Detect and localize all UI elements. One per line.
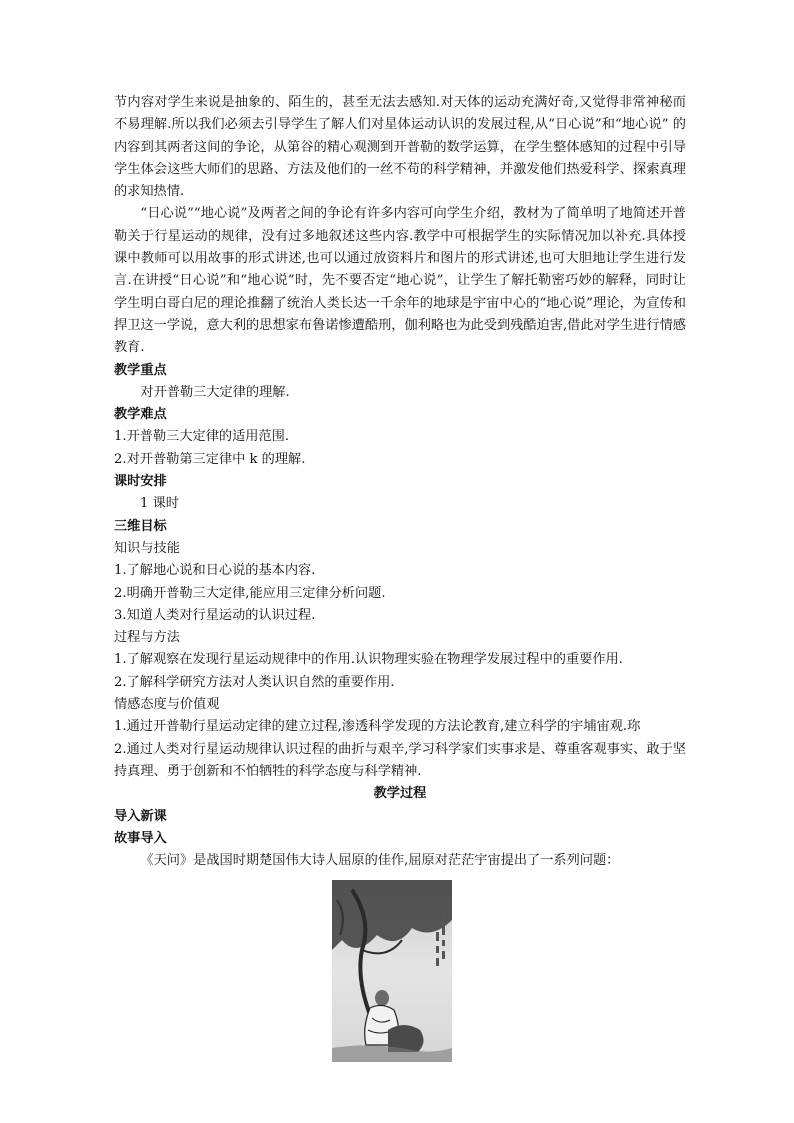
document-page <box>114 92 686 1064</box>
figure-container <box>114 880 686 1064</box>
knowledge-item: 2.明确开普勒三大定律,能应用三定律分析问题. <box>114 585 386 601</box>
key-points-heading: 教学重点 <box>114 362 167 378</box>
qu-yuan-painting-image <box>332 880 452 1062</box>
knowledge-item: 1.了解地心说和日心说的基本内容. <box>114 563 316 579</box>
knowledge-item: 3.知道人类对行星运动的认识过程. <box>114 607 316 623</box>
emotion-heading: 情感态度与价值观 <box>114 697 220 713</box>
intro-paragraph-2: “日心说”“地心说”及两者之间的争论有许多内容可向学生介绍，教材为了简单明了地简述开普勒关于行星运动的规律，没有过多地叙述这些内容.教学中可根据学生的实际情况加以补充.具体授课中教师可以用故事的形式讲述,也可以通过放资料片和图片的形式讲述,也可大胆地让学生进行发言.在讲授“日心说”和“地心说”时，先不要否定“地心说”，让学生了解托勒密巧妙的解释，同时让学生明白哥白尼的理论推翻了统治人类长达一千余年的地球是宇宙中心的“地心说”理论，为宣传和捍卫这一学说，意大利的思想家布鲁诺惨遭酷刑，伽利略也为此受到残酷迫害,借此对学生进行情感教育. <box>114 206 686 356</box>
schedule-text: 1 课时 <box>140 496 179 512</box>
process-title: 教学过程 <box>373 786 427 802</box>
difficulty-item: 1.开普勒三大定律的适用范围. <box>114 429 290 445</box>
story-text: 《天问》是战国时期楚国伟大诗人屈原的佳作,屈原对茫茫宇宙提出了一系列问题： <box>140 853 620 869</box>
difficulties-heading: 教学难点 <box>114 407 167 423</box>
goals-heading: 三维目标 <box>114 518 167 534</box>
process-item: 2.了解科学研究方法对人类认识自然的重要作用. <box>114 674 395 690</box>
process-item: 1.了解观察在发现行星运动规律中的作用.认识物理实验在物理学发展过程中的重要作用. <box>114 652 623 668</box>
schedule-heading: 课时安排 <box>114 474 167 490</box>
key-points-text: 对开普勒三大定律的理解. <box>140 384 290 400</box>
emotion-item: 1.通过开普勒行星运动定律的建立过程,渗透科学发现的方法论教育,建立科学的宇埔宙观.珎 <box>114 719 641 735</box>
process-heading: 过程与方法 <box>114 630 180 646</box>
intro-heading: 导入新课 <box>114 808 167 824</box>
intro-paragraph-1: 节内容对学生来说是抽象的、陌生的，甚至无法去感知.对天体的运动充满好奇,又觉得非常神秘而不易理解.所以我们必须去引导学生了解人们对星体运动认识的发展过程,从“日心说”和“地心说” 的内容到其两者这间的争论，从第谷的精心观测到开普勒的数学运算，在学生整体感知的过程中引导学生体会这些大师们的思路、方法及他们的一丝不苟的科学精神，并激发他们热爱科学、探索真理的求知热情. <box>114 95 686 200</box>
difficulty-item: 2.对开普勒第三定律中 k 的理解. <box>114 451 306 467</box>
knowledge-heading: 知识与技能 <box>114 540 180 556</box>
emotion-item: 2.通过人类对行星运动规律认识过程的曲折与艰辛,学习科学家们实事求是、尊重客观事实、敢于坚持真理、勇于创新和不怕牺牲的科学态度与科学精神. <box>114 741 686 779</box>
story-heading: 故事导入 <box>114 830 167 846</box>
